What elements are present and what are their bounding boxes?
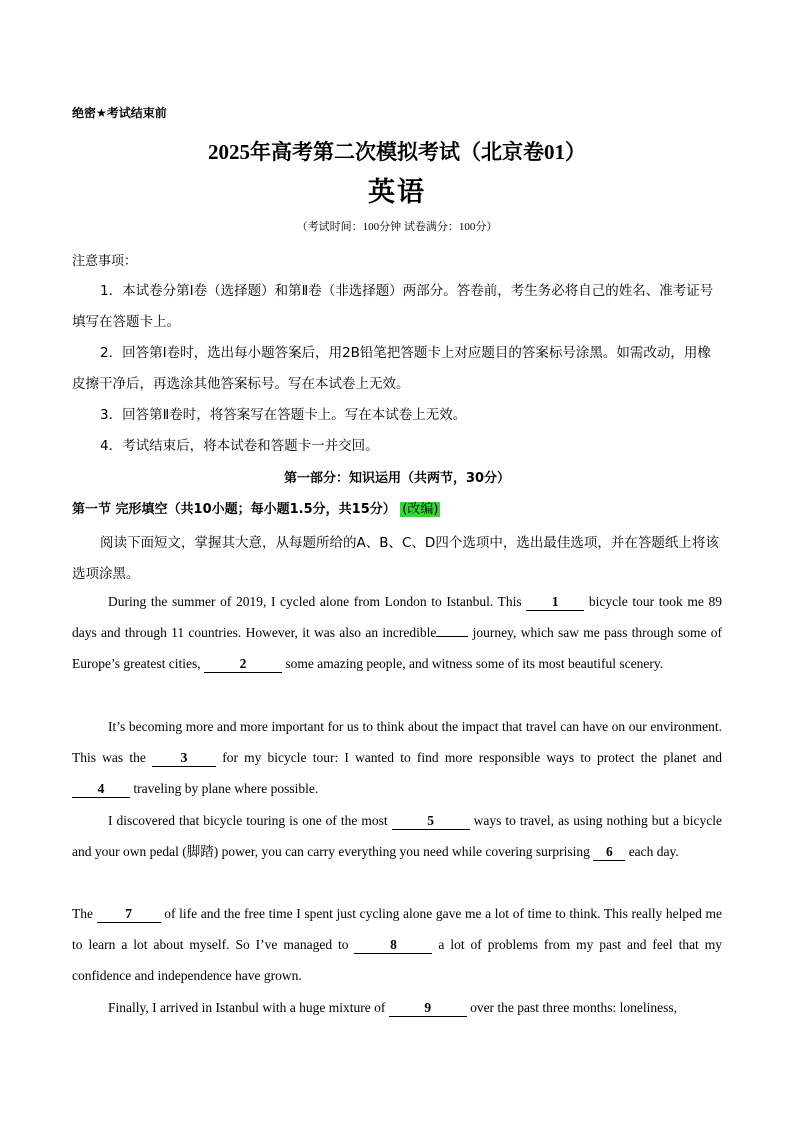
blank-7: 7 — [97, 907, 161, 923]
passage-paragraph-5: Finally, I arrived in Istanbul with a huge mixture of 9 over the past three months: loneliness, — [108, 1000, 678, 1015]
notice-heading: 注意事项： — [72, 254, 138, 269]
blank-9: 9 — [389, 1001, 467, 1017]
passage-paragraph-1: During the summer of 2019, I cycled alone from London to Istanbul. This 1 bicycle tour took me 89 days and through 11 countries. However, it was also an incredible journey, which saw me pass through some of Europe’s greatest cities, 2 some amazing people, and witness some of its most beautiful scenery. — [72, 594, 723, 672]
section-tag: (改编) — [402, 502, 439, 517]
blank-4: 4 — [72, 782, 130, 798]
notice-item-2: 2．回答第Ⅰ卷时，选出每小题答案后，用2B铅笔把答题卡上对应题目的答案标号涂黑。如需改动，用橡皮擦干净后，再选涂其他答案标号。写在本试卷上无效。 — [72, 345, 711, 392]
blank-5: 5 — [392, 814, 470, 830]
notice-item-1: 1．本试卷分第Ⅰ卷（选择题）和第Ⅱ卷（非选择题）两部分。答卷前，考生务必将自己的姓名、准考证号填写在答题卡上。 — [72, 283, 714, 330]
blank-unnumbered — [436, 621, 468, 637]
blank-6: 6 — [593, 845, 625, 861]
time-info: （考试时间：100分钟 试卷满分：100分） — [296, 221, 498, 233]
section-one-title: 第一节 完形填空（共10小题；每小题1.5分，共15分） (改编) — [72, 502, 439, 517]
passage-paragraph-3: I discovered that bicycle touring is one of the most 5 ways to travel, as using nothing but a bicycle and your own pedal (脚踏) power, you can carry everything you need while covering surprising 6 each day. — [72, 813, 722, 860]
blank-8: 8 — [354, 938, 432, 954]
subject-title: 英语 — [368, 177, 426, 208]
blank-2: 2 — [204, 657, 282, 673]
notice-item-3: 3．回答第Ⅱ卷时，将答案写在答题卡上。写在本试卷上无效。 — [100, 407, 467, 423]
blank-1: 1 — [526, 595, 584, 611]
notice-item-4: 4．考试结束后，将本试卷和答题卡一并交回。 — [100, 438, 379, 454]
passage-paragraph-4: The 7 of life and the free time I spent just cycling alone gave me a lot of time to think. This really helped me to learn a lot about myself. So I’ve managed to 8 a lot of problems from my past and feel that my confidence and independence have grown. — [72, 906, 723, 984]
section-instructions: 阅读下面短文，掌握其大意，从每题所给的A、B、C、D四个选项中，选出最佳选项，并在答题纸上将该选项涂黑。 — [72, 535, 719, 582]
blank-3: 3 — [152, 751, 216, 767]
exam-title: 2025年高考第二次模拟考试（北京卷01） — [208, 140, 586, 164]
passage-paragraph-2: It’s becoming more and more important for us to think about the impact that travel can have on our environment. This was the 3 for my bicycle tour: I wanted to find more responsible ways to protect the planet and 4 traveling by plane where possible. — [72, 719, 722, 797]
secret-mark: 绝密★考试结束前 — [72, 106, 167, 120]
part-one-title: 第一部分：知识运用（共两节，30分） — [283, 471, 511, 486]
